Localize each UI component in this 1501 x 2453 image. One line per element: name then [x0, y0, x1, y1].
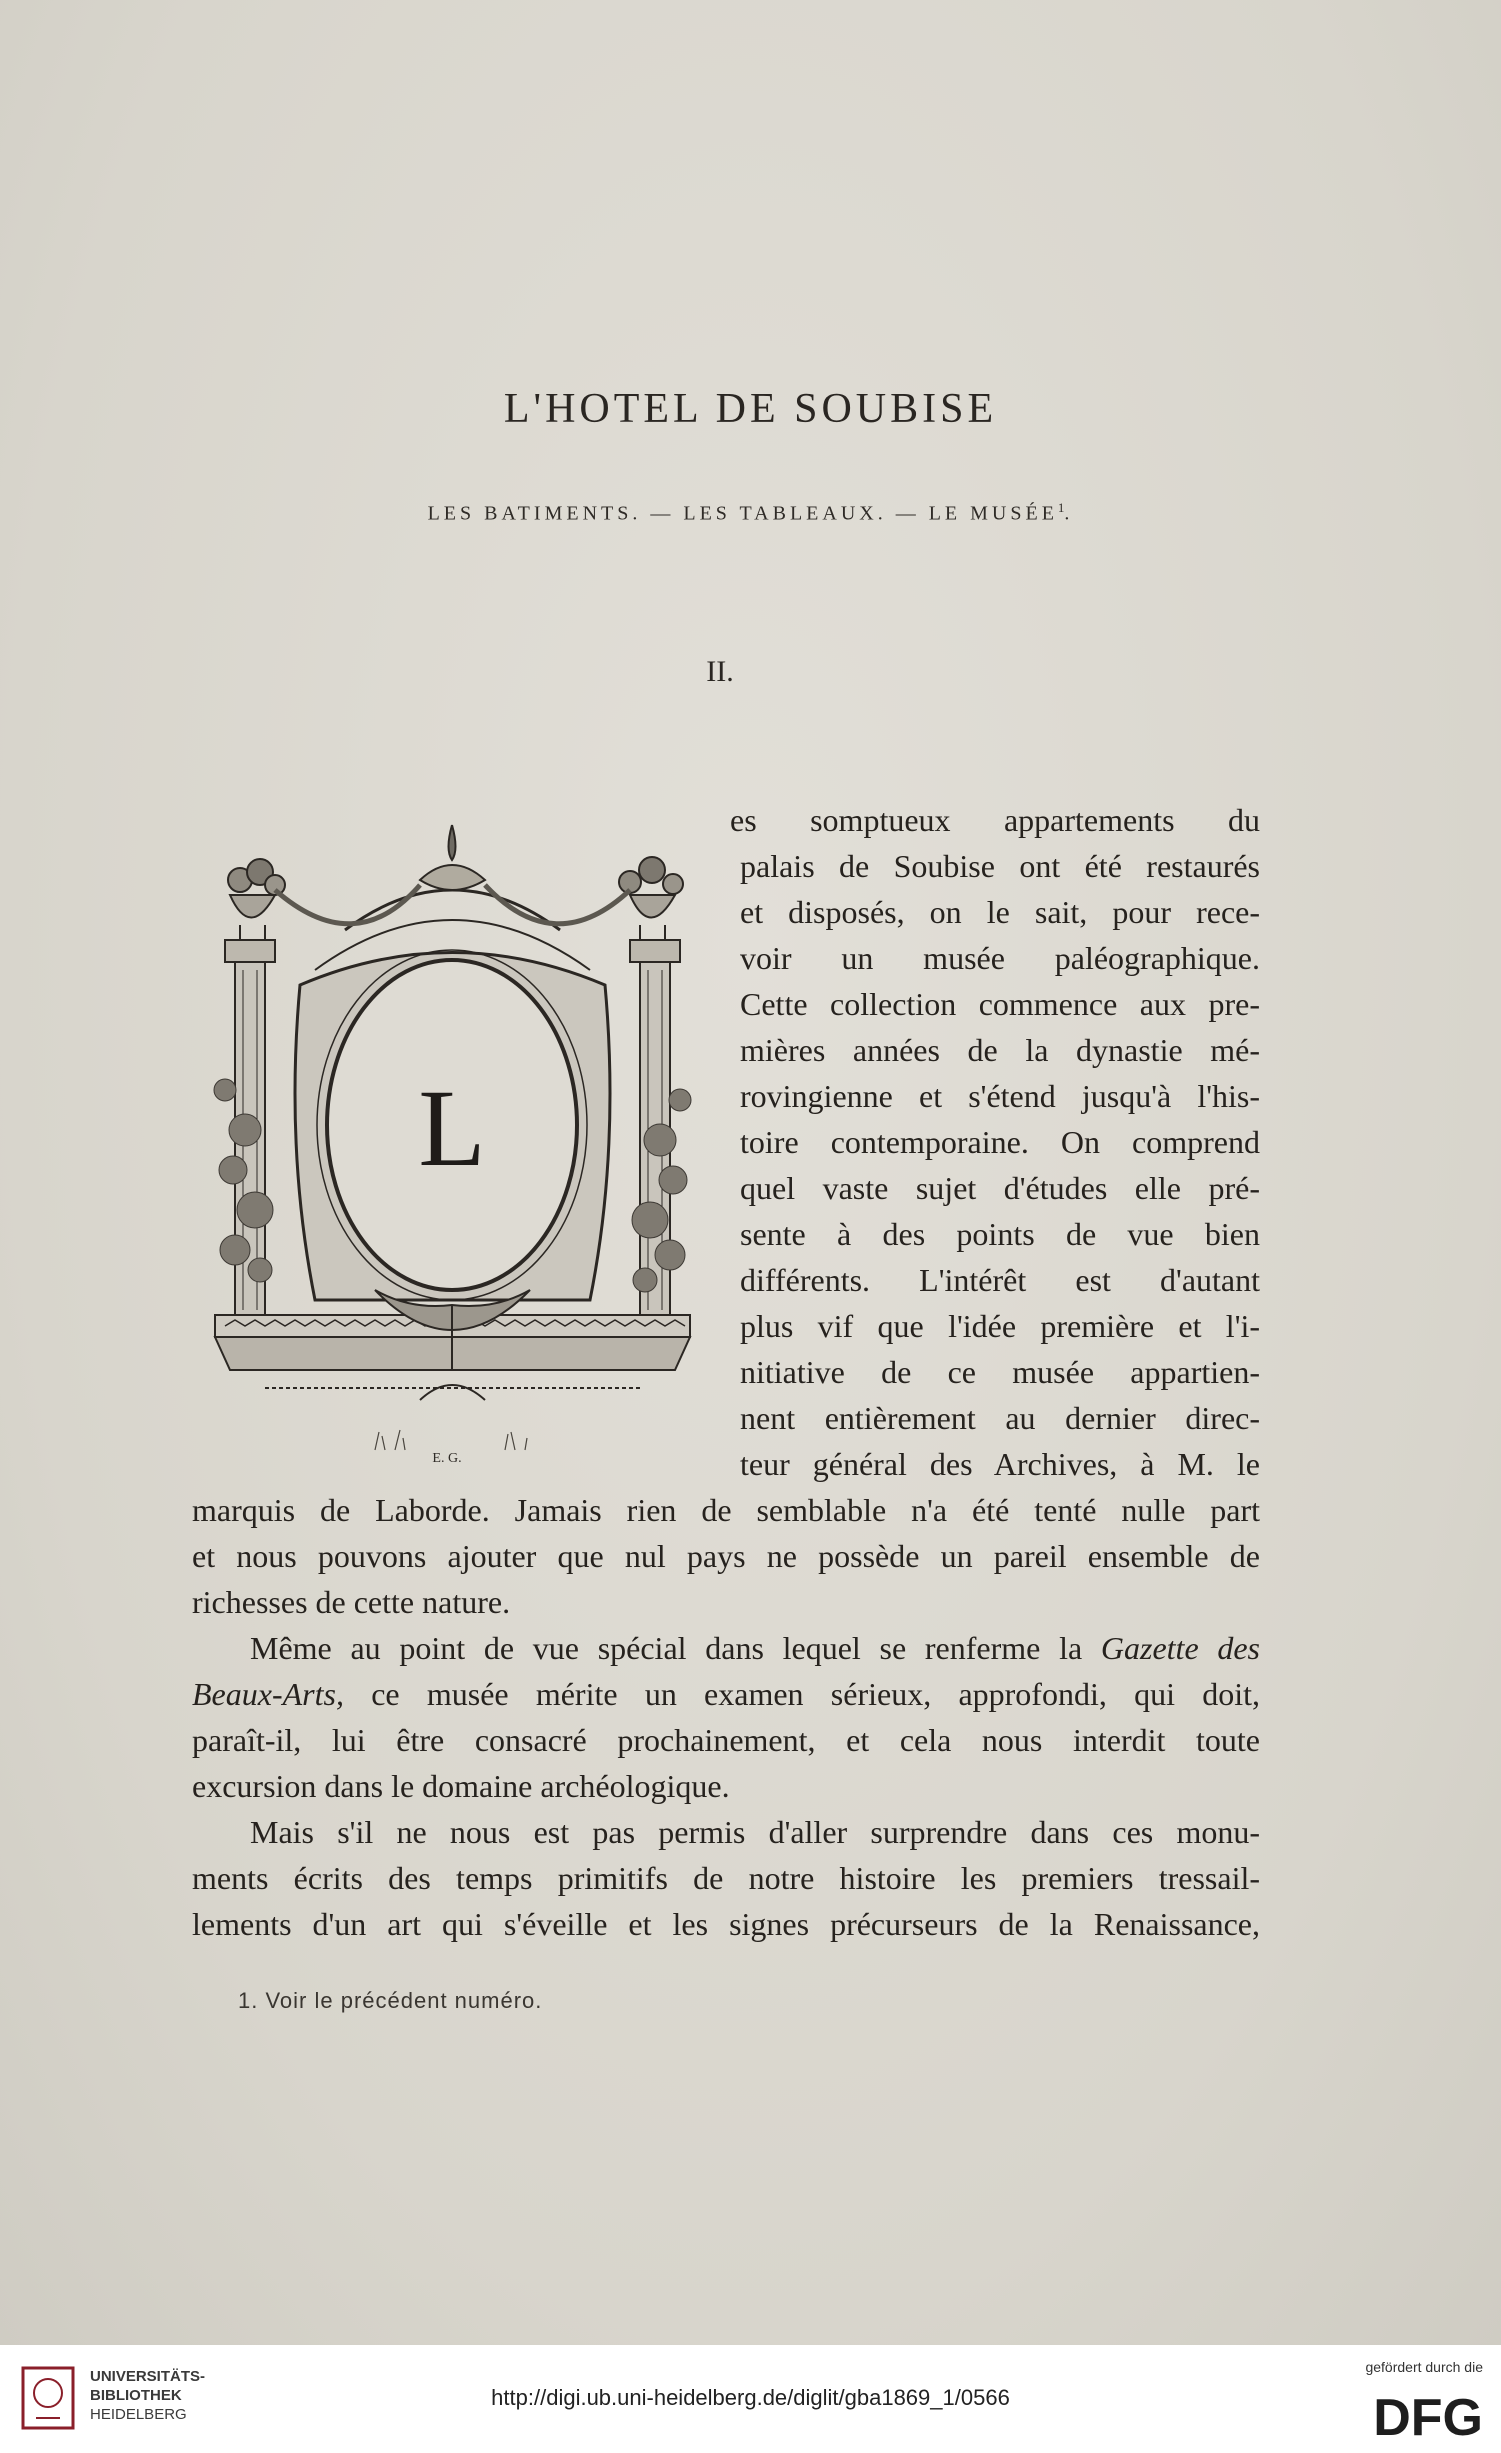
text-line: sente à des points de vue bien: [740, 1216, 1260, 1252]
institution-line: UNIVERSITÄTS-: [90, 2368, 206, 2385]
text-line: nent entièrement au dernier direc-: [740, 1400, 1260, 1436]
text-line: rovingienne et s'étend jusqu'à l'his-: [740, 1078, 1260, 1114]
text-line: plus vif que l'idée première et l'i-: [740, 1308, 1260, 1344]
text-line: marquis de Laborde. Jamais rien de semblable n'a été tenté nulle part: [192, 1492, 1260, 1528]
subtitle-period: .: [1064, 502, 1074, 525]
article-subtitle: [0, 500, 1501, 526]
text-line: toire contemporaine. On comprend: [740, 1124, 1260, 1160]
text-line: paraît-il, lui être consacré prochainement, et cela nous interdit toute: [192, 1722, 1260, 1758]
text-line: es somptueux appartements du: [730, 802, 1260, 838]
text-line: et nous pouvons ajouter que nul pays ne possède un pareil ensemble de: [192, 1538, 1260, 1574]
text-line: palais de Soubise ont été restaurés: [740, 848, 1260, 884]
text-line: excursion dans le domaine archéologique.: [192, 1768, 730, 1804]
text-span: Même au point de vue spécial dans lequel se renferme la: [250, 1630, 1083, 1666]
subtitle-text: LES BATIMENTS. — LES TABLEAUX. — LE MUSÉE: [427, 502, 1058, 525]
institution-line: HEIDELBERG: [90, 2406, 187, 2423]
text-span: ce musée mérite un examen sérieux, approfondi, qui doit,: [371, 1676, 1261, 1712]
text-line: [250, 1630, 1260, 1667]
dfg-logo-text: DFG: [1373, 2389, 1483, 2443]
journal-title: Beaux-Arts,: [192, 1676, 344, 1712]
drop-cap-ornament: [205, 810, 700, 1470]
text-line: lements d'un art qui s'éveille et les signes précurseurs de la Renaissance,: [192, 1906, 1260, 1942]
article-title: L'HOTEL DE SOUBISE: [503, 386, 998, 432]
dfg-logo: [1323, 2385, 1483, 2443]
permalink[interactable]: http://digi.ub.uni-heidelberg.de/diglit/gba1869_1/0566: [491, 2385, 1010, 2410]
institution-line: BIBLIOTHEK: [90, 2387, 182, 2404]
text-line: voir un musée paléographique.: [740, 940, 1260, 976]
text-line: nitiative de ce musée appartien-: [740, 1354, 1260, 1390]
journal-title: Gazette des: [1100, 1630, 1261, 1666]
text-line: ments écrits des temps primitifs de notre histoire les premiers tressail-: [192, 1860, 1260, 1896]
text-line: Cette collection commence aux pre-: [740, 986, 1260, 1022]
text-line: teur général des Archives, à M. le: [740, 1446, 1260, 1482]
footnote: 1. Voir le précédent numéro.: [238, 1988, 543, 2013]
text-line: mières années de la dynastie mé-: [740, 1032, 1260, 1068]
footer-bar: [0, 2345, 1501, 2453]
text-line: quel vaste sujet d'études elle pré-: [740, 1170, 1260, 1206]
funded-by-label: gefördert durch die: [1365, 2359, 1483, 2375]
engraver-mark: E. G.: [432, 1451, 462, 1466]
text-line: [192, 1676, 1260, 1713]
footnote-marker: 1: [1057, 500, 1065, 515]
text-line: différents. L'intérêt est d'autant: [740, 1262, 1260, 1298]
text-line: et disposés, on le sait, pour rece-: [740, 894, 1260, 930]
drop-cap-letter: L: [418, 1067, 486, 1189]
section-numeral: II.: [706, 655, 734, 688]
text-line: Mais s'il ne nous est pas permis d'aller surprendre dans ces monu-: [250, 1814, 1260, 1850]
text-line: richesses de cette nature.: [192, 1584, 511, 1620]
